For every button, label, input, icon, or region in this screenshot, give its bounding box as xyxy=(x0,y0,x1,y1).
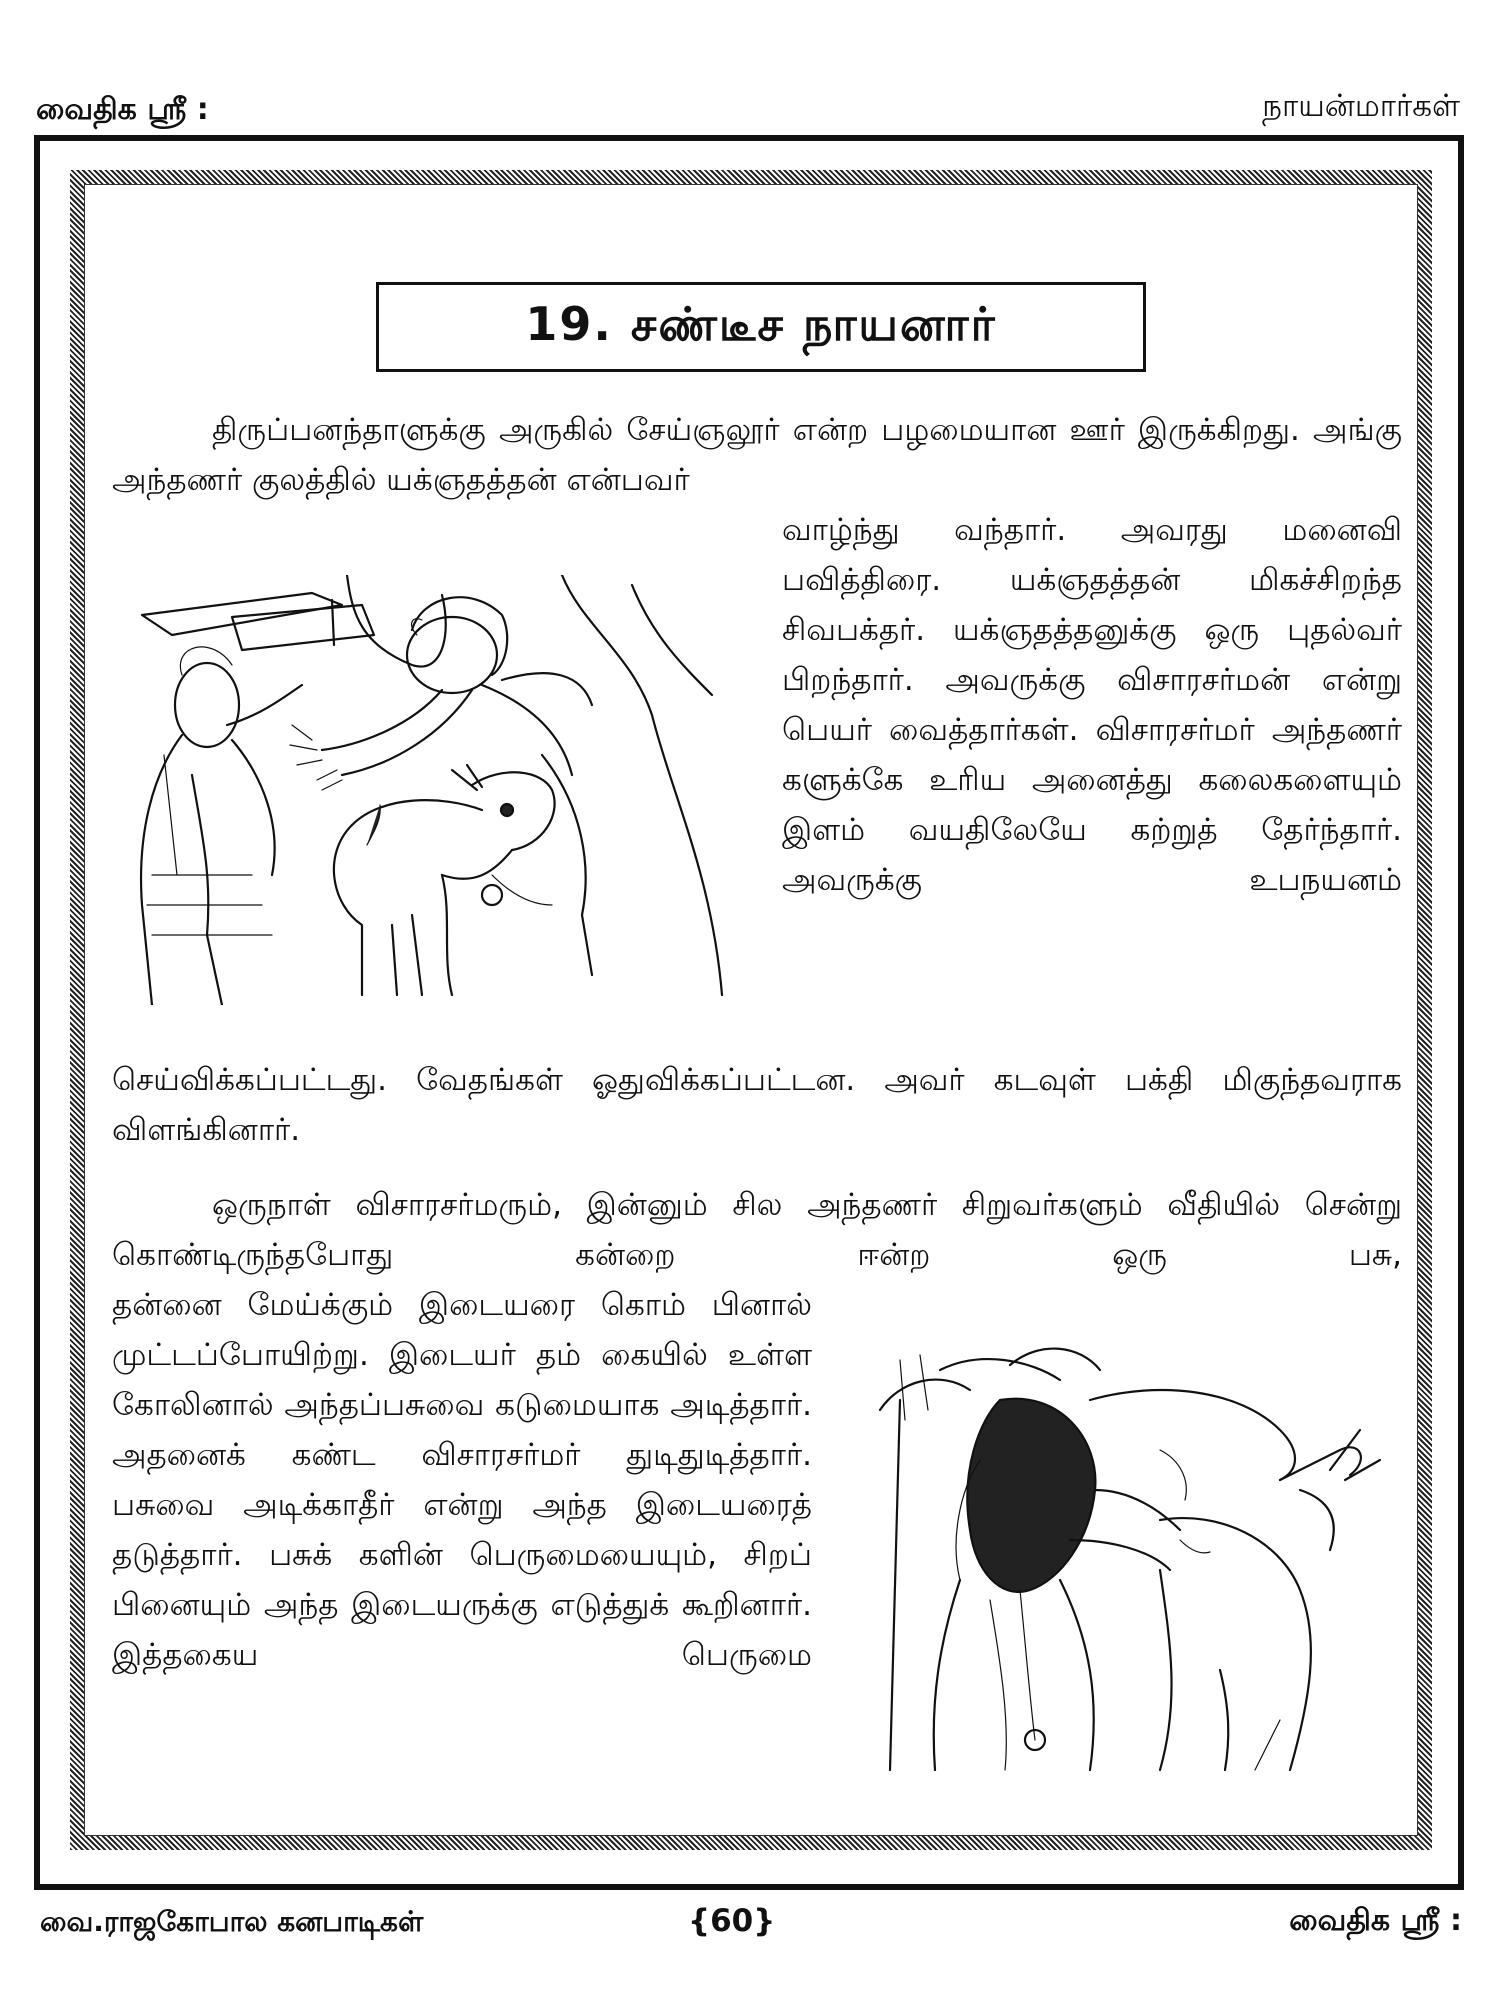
paragraph-1-top: திருப்பனந்தாளுக்கு அருகில் சேய்ஞலூர் என்ற பழமையான ஊர் இருக்கிறது. அங்கு அந்தணர் குலத்தில் யக்ஞதத்தன் என்பவர் xyxy=(112,412,1402,498)
header-left: வைதிக ஸ்ரீ : xyxy=(36,92,209,127)
paragraph-2-top: ஒருநாள் விசாரசர்மரும், இன்னும் சில அந்தணர் சிறுவர்களும் வீதியில் சென்று கொண்டிருந்தபோது கன்றை ஈன்ற ஒரு பசு, xyxy=(112,1187,1402,1273)
illustration-cow-and-boy xyxy=(112,575,732,1005)
paragraph-1-side: வாழ்ந்து வந்தார். அவரது மனைவி பவித்திரை. யக்ஞதத்தன் மிகச்சிறந்த சிவபக்தர். யக்ஞதத்தனுக்கு ஒரு புதல்வர் பிறந்தார். அவருக்கு விசாரசர்மன் என்று பெயர் வைத்தார்கள். விசாரசர்மர் அந்தணர் களுக்கே உரிய அனைத்து கலைகளையும் இளம் வயதிலேயே கற்றுத் தேர்ந்தார். அவருக்கு உபநயனம் xyxy=(782,512,1402,898)
paragraph-1-bottom: செய்விக்கப்பட்டது. வேதங்கள் ஓதுவிக்கப்பட்டன. அவர் கடவுள் பக்தி மிகுந்தவராக விளங்கினார். xyxy=(112,1062,1402,1148)
chapter-title: 19. சண்டீச நாயனார் xyxy=(376,282,1146,372)
header-right: நாயன்மார்கள் xyxy=(1262,88,1460,124)
illustration-boy-embracing-cow xyxy=(860,1340,1390,1780)
footer-author: வை.ராஜகோபால கனபாடிகள் xyxy=(40,1905,424,1938)
paragraph-2-side: தன்னை மேய்க்கும் இடையரை கொம் பினால் முட்டப்போயிற்று. இடையர் தம் கையில் உள்ள கோலினால் அந்தப்பசுவை கடுமையாக அடித்தார். அதனைக் கண்ட விசாரசர்மர் துடிதுடித்தார். பசுவை அடிக்காதீர் என்று அந்த இடையரைத் தடுத்தார். பசுக் களின் பெருமையையும், சிறப் பினையும் அந்த இடையருக்கு எடுத்துக் கூறினார். இத்தகைய பெருமை xyxy=(112,1287,812,1673)
footer-right: வைதிக ஸ்ரீ : xyxy=(1289,1903,1462,1938)
page-number: {60} xyxy=(688,1903,776,1939)
